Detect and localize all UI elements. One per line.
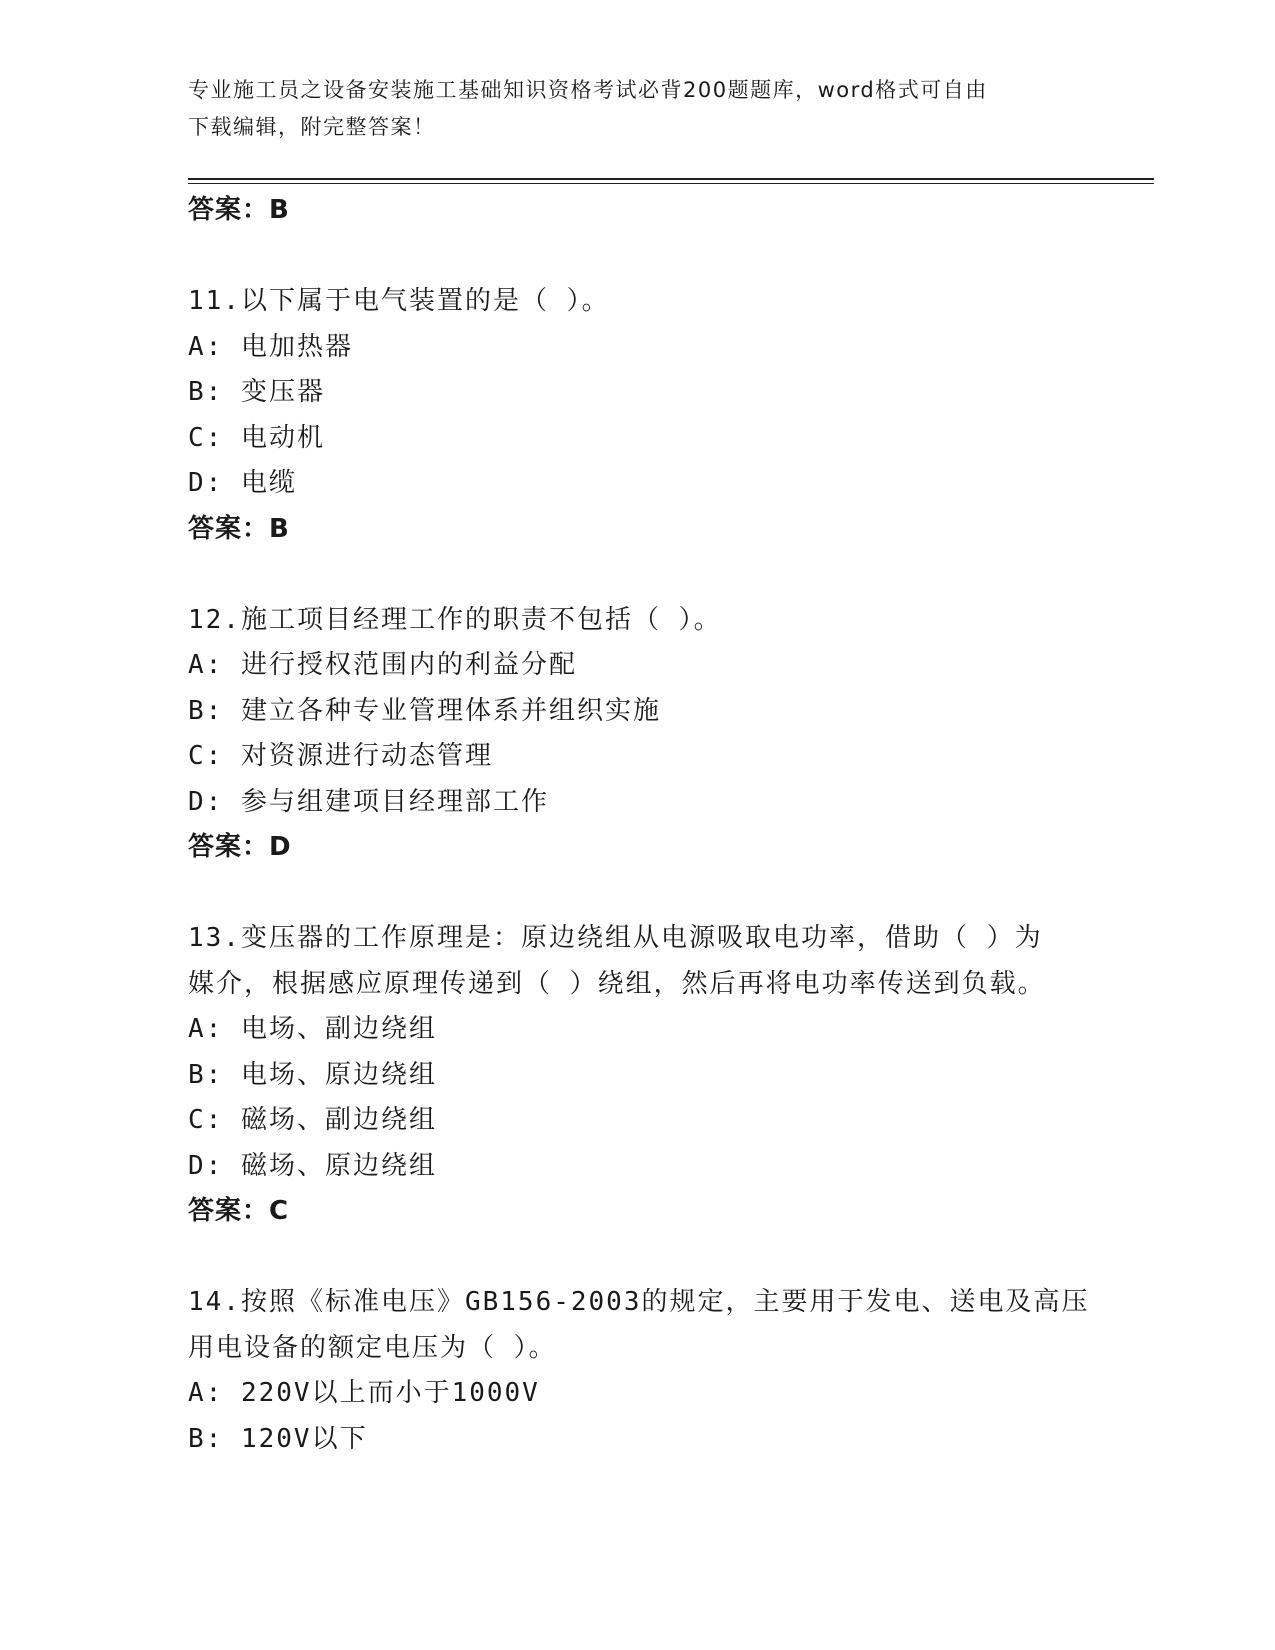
question-stem: 11.以下属于电气装置的是（ ）。: [188, 286, 610, 316]
option-d: D: 磁场、原边绕组: [188, 1150, 437, 1181]
header-divider: [188, 178, 1154, 184]
spacer: [188, 1235, 1088, 1281]
question-stem: 12.施工项目经理工作的职责不包括（ ）。: [188, 604, 722, 635]
answer: 答案：D: [188, 832, 292, 862]
document-body: [188, 188, 1088, 1462]
spacer: [188, 552, 1088, 598]
option-b: B: 120V以下: [188, 1423, 368, 1454]
question-12: [188, 598, 1088, 871]
option-b: B: 变压器: [188, 377, 325, 407]
question-13: [188, 916, 1088, 1235]
spacer: [188, 871, 1088, 917]
question-stem-line-1: 13.变压器的工作原理是：原边绕组从电源吸取电功率，借助（ ）为: [188, 923, 1043, 953]
answer: 答案：C: [188, 1196, 290, 1226]
question-stem-line-1: 14.按照《标准电压》GB156-2003的规定，主要用于发电、送电及高压: [188, 1287, 1090, 1317]
option-d: D: 电缆: [188, 468, 297, 498]
header-line-2: 下载编辑，附完整答案！: [188, 115, 436, 139]
previous-answer: 答案：B: [188, 195, 290, 225]
header-line-1: 专业施工员之设备安装施工基础知识资格考试必背200题题库，word格式可自由: [188, 78, 988, 102]
option-a: A: 电加热器: [188, 331, 353, 362]
option-a: A: 220V以上而小于1000V: [188, 1378, 540, 1408]
option-a: A: 进行授权范围内的利益分配: [188, 650, 577, 680]
option-c: C: 磁场、副边绕组: [188, 1105, 437, 1135]
spacer: [188, 234, 1088, 280]
page-header: [188, 72, 1068, 146]
option-d: D: 参与组建项目经理部工作: [188, 786, 549, 817]
question-stem-line-2: 媒介，根据感应原理传递到（ ）绕组，然后再将电功率传送到负载。: [188, 968, 1046, 999]
option-c: C: 对资源进行动态管理: [188, 741, 493, 771]
option-b: B: 电场、原边绕组: [188, 1059, 437, 1090]
option-b: B: 建立各种专业管理体系并组织实施: [188, 695, 661, 726]
option-a: A: 电场、副边绕组: [188, 1014, 437, 1044]
option-c: C: 电动机: [188, 422, 325, 453]
question-14: [188, 1280, 1088, 1462]
answer: 答案：B: [188, 513, 290, 544]
question-11: [188, 279, 1088, 552]
question-stem-line-2: 用电设备的额定电压为（ ）。: [188, 1332, 557, 1363]
